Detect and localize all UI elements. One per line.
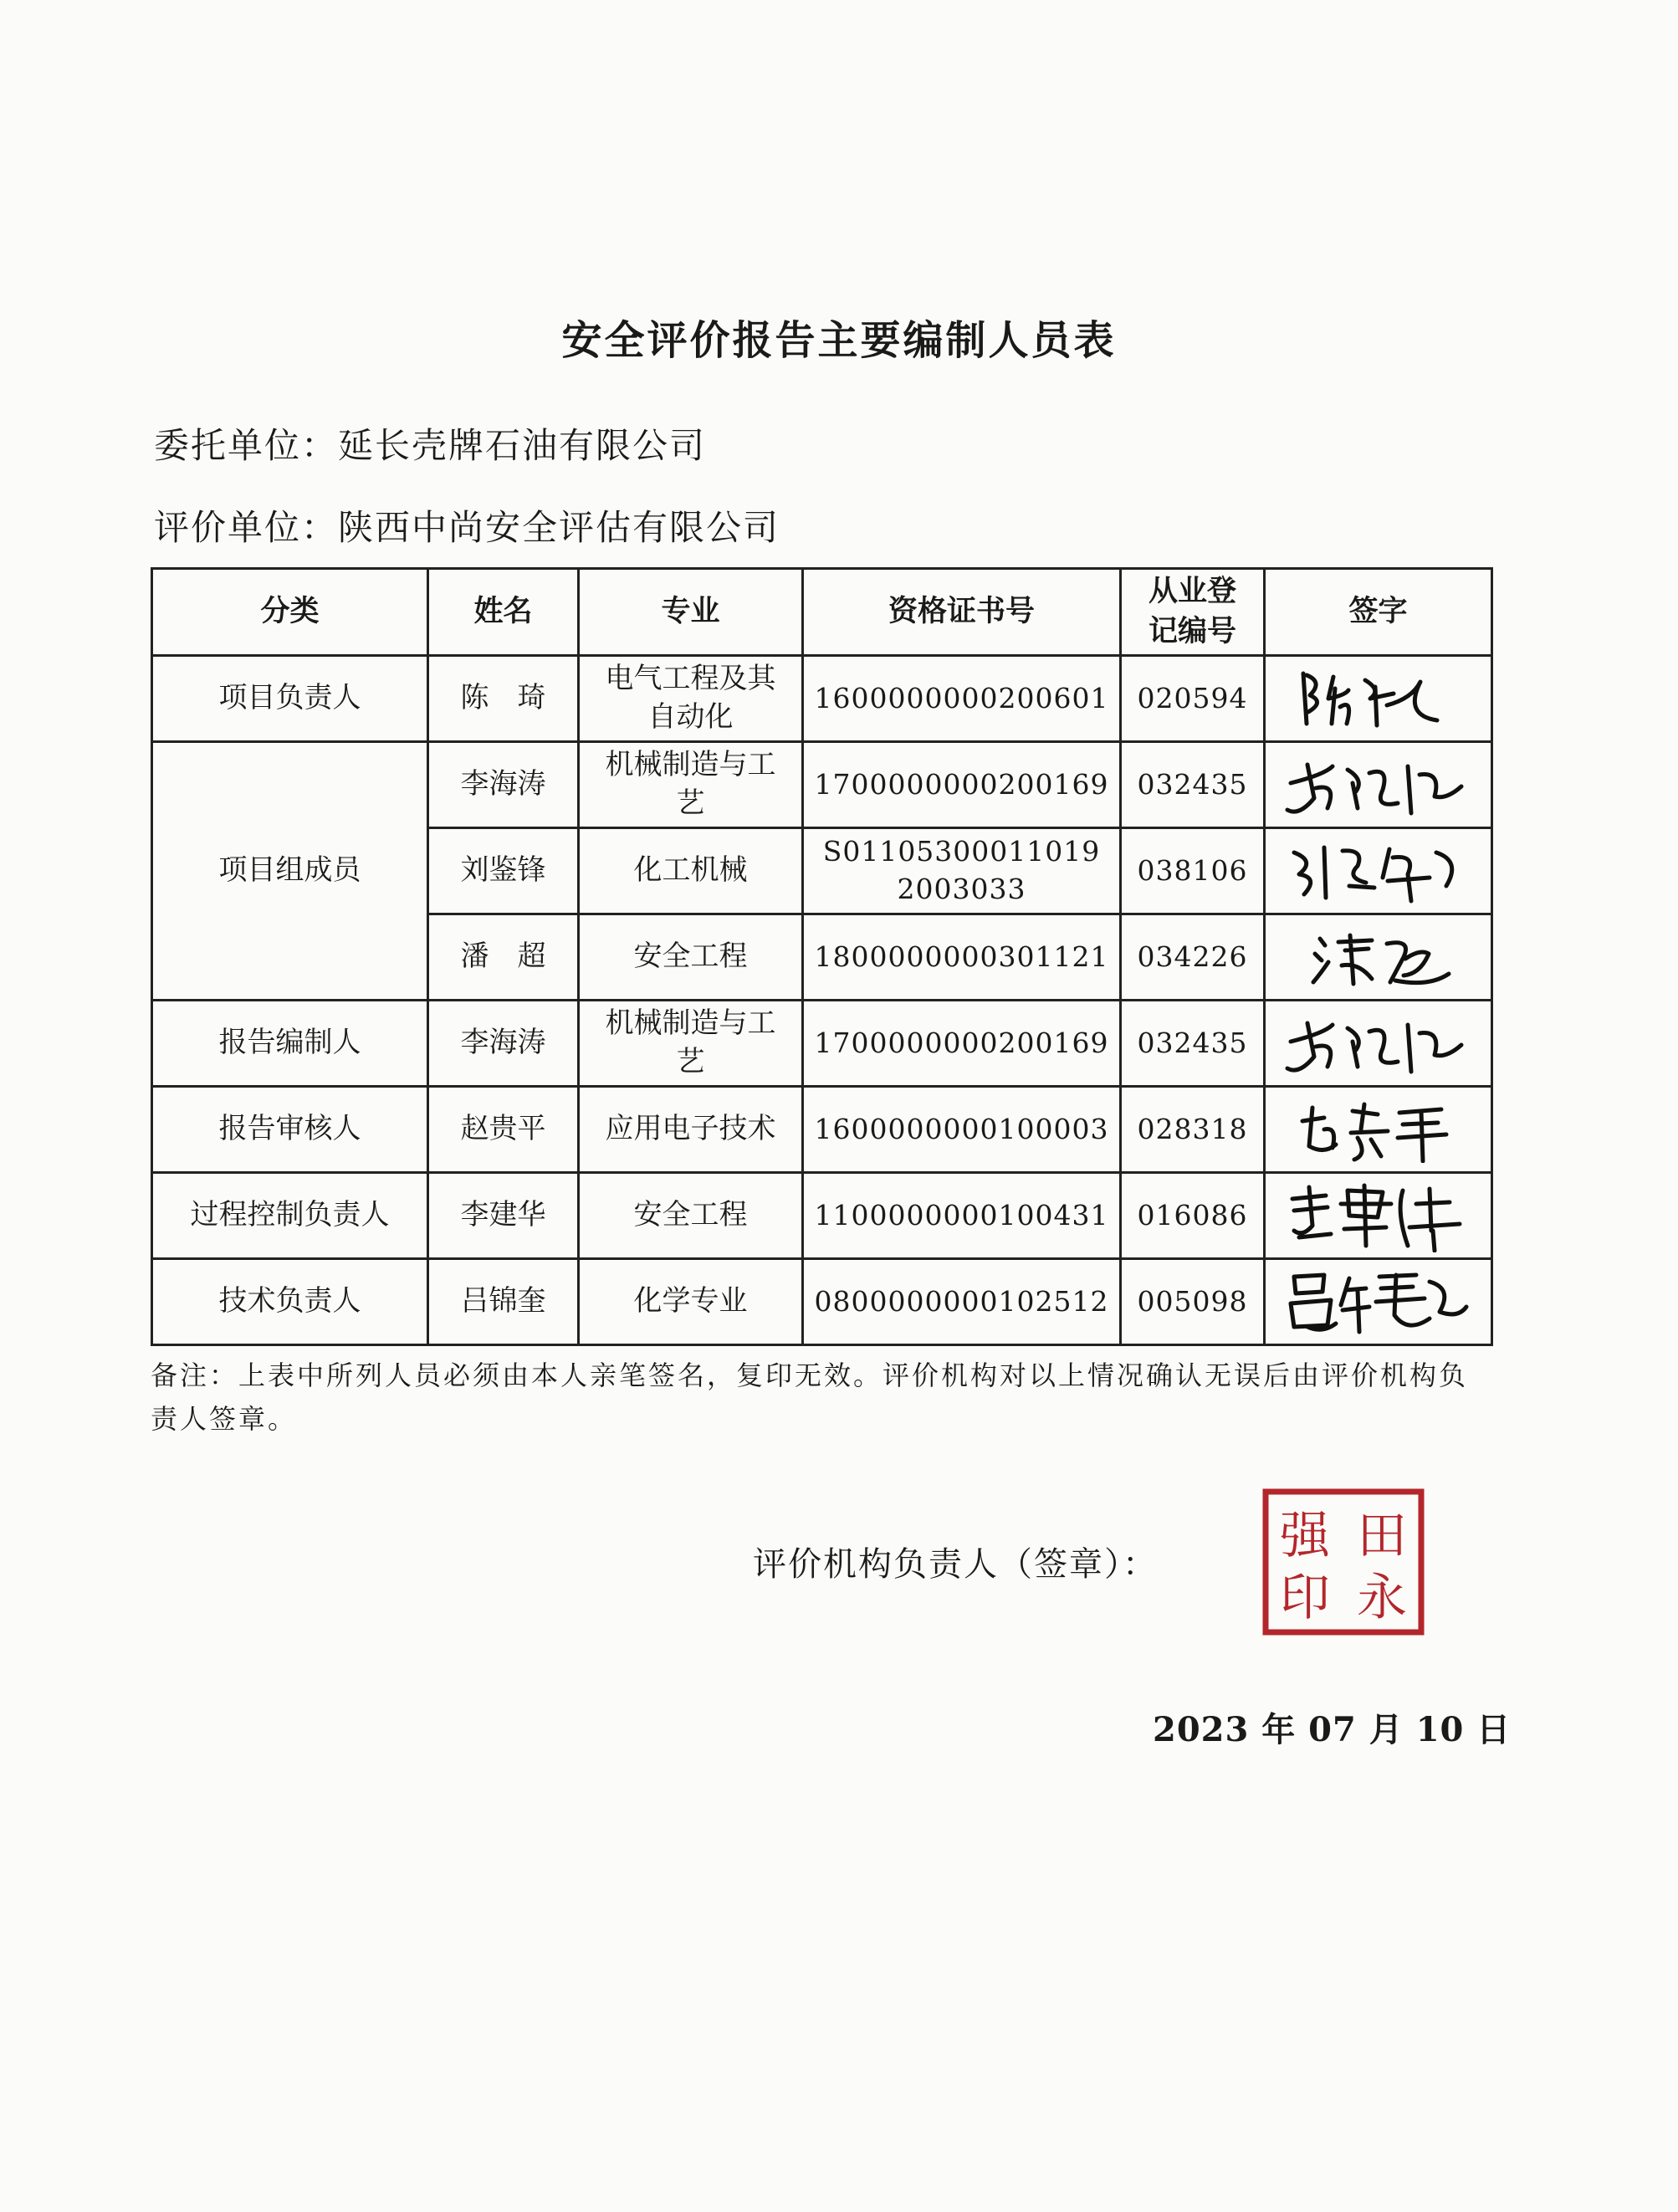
handwritten-signature — [1295, 665, 1462, 732]
header-cert: 资格证书号 — [803, 569, 1121, 656]
cert-cell: 1700000000200169 — [803, 1001, 1121, 1087]
seal-char: 强 — [1280, 1507, 1330, 1565]
reg-cell: 028318 — [1121, 1087, 1265, 1173]
handwritten-signature — [1282, 1179, 1475, 1252]
name-cell: 李海涛 — [428, 742, 579, 828]
cert-cell: 0800000000102512 — [803, 1259, 1121, 1345]
remark-note: 备注：上表中所列人员必须由本人亲笔签名，复印无效。评价机构对以上情况确认无误后由评价机构负责人签章。 — [151, 1359, 1469, 1435]
staff-table — [151, 567, 1493, 1346]
reg-cell: 038106 — [1121, 828, 1265, 914]
handwritten-signature — [1282, 1008, 1475, 1078]
cert-cell: 1800000000301121 — [803, 914, 1121, 1001]
handwritten-signature — [1282, 750, 1475, 820]
major-cell: 机械制造与工艺 — [579, 1001, 803, 1087]
reg-cell: 032435 — [1121, 742, 1265, 828]
handwritten-signature — [1282, 836, 1475, 906]
major-cell: 安全工程 — [579, 914, 803, 1001]
name-cell: 李建华 — [428, 1173, 579, 1259]
page-title: 安全评价报告主要编制人员表 — [561, 317, 1117, 364]
reg-cell: 032435 — [1121, 1001, 1265, 1087]
reg-cell: 016086 — [1121, 1173, 1265, 1259]
table-row — [152, 1173, 1492, 1259]
handwritten-signature — [1282, 1265, 1475, 1339]
signature-cell — [1265, 828, 1492, 914]
signature-cell — [1265, 1259, 1492, 1345]
name-cell: 李海涛 — [428, 1001, 579, 1087]
table-row — [152, 1259, 1492, 1345]
evaluation-unit: 评价单位：陕西中尚安全评估有限公司 — [154, 507, 780, 548]
signature-cell — [1265, 1087, 1492, 1173]
major-cell: 电气工程及其自动化 — [579, 656, 803, 742]
category-cell: 项目负责人 — [152, 656, 428, 742]
table-row — [152, 1087, 1492, 1173]
table-row — [152, 1001, 1492, 1087]
major-cell: 化学专业 — [579, 1259, 803, 1345]
document-date: 2023 年 07 月 10 日 — [1153, 1710, 1512, 1749]
reg-cell: 005098 — [1121, 1259, 1265, 1345]
table-header-row — [152, 569, 1492, 656]
signer-label: 评价机构负责人（签章）： — [753, 1545, 1158, 1584]
category-cell: 技术负责人 — [152, 1259, 428, 1345]
header-major: 专业 — [579, 569, 803, 656]
cert-cell: 1100000000100431 — [803, 1173, 1121, 1259]
red-seal-stamp — [1261, 1487, 1425, 1636]
cert-cell: 1600000000100003 — [803, 1087, 1121, 1173]
category-cell: 项目组成员 — [152, 742, 428, 1001]
major-cell: 化工机械 — [579, 828, 803, 914]
table-row — [152, 742, 1492, 828]
category-cell: 报告审核人 — [152, 1087, 428, 1173]
name-cell: 潘 超 — [428, 914, 579, 1001]
signature-cell — [1265, 914, 1492, 1001]
category-cell: 报告编制人 — [152, 1001, 428, 1087]
seal-char: 永 — [1357, 1569, 1407, 1627]
major-cell: 机械制造与工艺 — [579, 742, 803, 828]
handwritten-signature — [1295, 924, 1462, 991]
seal-char: 印 — [1280, 1569, 1330, 1627]
name-cell: 吕锦奎 — [428, 1259, 579, 1345]
table-row — [152, 656, 1492, 742]
header-sign: 签字 — [1265, 569, 1492, 656]
category-cell: 过程控制负责人 — [152, 1173, 428, 1259]
cert-cell: 1700000000200169 — [803, 742, 1121, 828]
handwritten-signature — [1291, 1096, 1466, 1163]
signature-cell — [1265, 1001, 1492, 1087]
reg-cell: 034226 — [1121, 914, 1265, 1001]
seal-char: 田 — [1357, 1507, 1407, 1565]
name-cell: 刘鉴锋 — [428, 828, 579, 914]
reg-cell: 020594 — [1121, 656, 1265, 742]
signature-cell — [1265, 1173, 1492, 1259]
name-cell: 赵贵平 — [428, 1087, 579, 1173]
cert-cell: S011053000110192003033 — [803, 828, 1121, 914]
signature-cell — [1265, 742, 1492, 828]
header-category: 分类 — [152, 569, 428, 656]
signature-cell — [1265, 656, 1492, 742]
major-cell: 安全工程 — [579, 1173, 803, 1259]
header-name: 姓名 — [428, 569, 579, 656]
cert-cell: 1600000000200601 — [803, 656, 1121, 742]
major-cell: 应用电子技术 — [579, 1087, 803, 1173]
name-cell: 陈 琦 — [428, 656, 579, 742]
client-unit: 委托单位：延长壳牌石油有限公司 — [154, 425, 707, 466]
header-reg: 从业登记编号 — [1121, 569, 1265, 656]
